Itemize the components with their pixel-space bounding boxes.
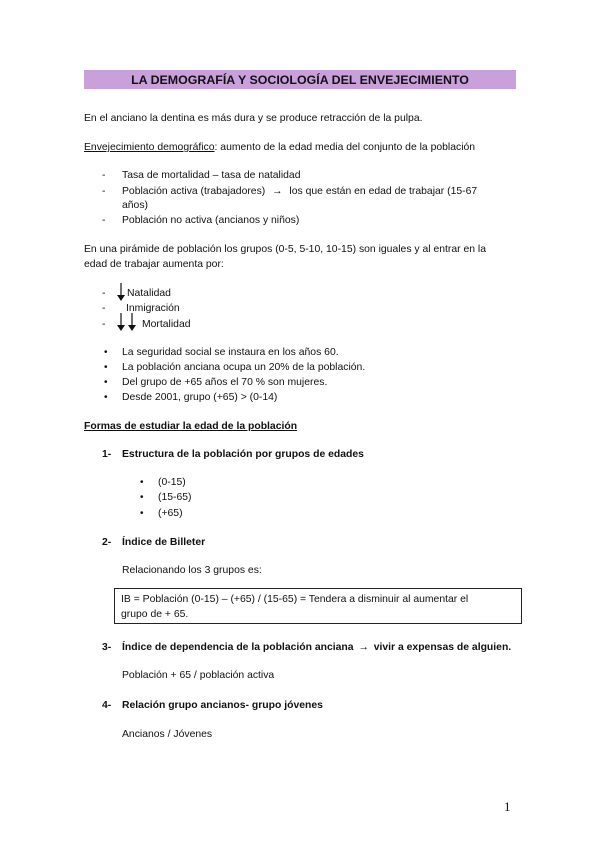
section-3-title-main: Índice de dependencia de la población anciana — [122, 642, 354, 653]
section-3-number: 3- — [102, 642, 112, 653]
piramide-item-natalidad: Natalidad — [127, 288, 171, 299]
age-group-3: (+65) — [158, 508, 183, 519]
piramide-item-inmigracion: Inmigración — [126, 303, 180, 314]
formula-line-2: grupo de + 65. — [121, 609, 189, 621]
section-4-number: 4- — [102, 700, 112, 711]
section-4-title: Relación grupo ancianos- grupo jóvenes — [122, 700, 323, 711]
bullet-marker: • — [104, 362, 108, 373]
double-down-arrow-icon — [116, 312, 138, 332]
section-2-title: Índice de Billeter — [122, 537, 206, 548]
dash-marker: - — [102, 170, 106, 181]
page-title: LA DEMOGRAFÍA Y SOCIOLOGÍA DEL ENVEJECIMIENTO — [131, 73, 469, 87]
dash-marker: - — [102, 303, 106, 314]
right-arrow-icon: → — [358, 642, 369, 653]
page-number: 1 — [504, 799, 511, 814]
envej-item-2-detail: los que están en edad de trabajar (15-67 — [289, 186, 478, 197]
bullet-item-2: La población anciana ocupa un 20% de la población. — [122, 362, 366, 373]
bullet-item-3: Del grupo de +65 años el 70 % son mujeres. — [122, 377, 328, 388]
dash-marker: - — [102, 288, 106, 299]
envej-definition-text: : aumento de la edad media del conjunto de la población — [214, 142, 476, 153]
envej-item-2-label: Población activa (trabajadores) — [122, 186, 266, 197]
bullet-item-4: Desde 2001, grupo (+65) > (0-14) — [122, 392, 278, 403]
piramide-line-1: En una pirámide de población los grupos (0-5, 5-10, 10-15) son iguales y al entrar en la — [84, 244, 487, 255]
bullet-marker: • — [140, 492, 144, 503]
right-arrow-icon: → — [272, 186, 283, 197]
dash-marker: - — [102, 215, 106, 226]
piramide-item-mortalidad: Mortalidad — [142, 319, 191, 330]
bullet-marker: • — [104, 377, 108, 388]
envej-term: Envejecimiento demográfico — [84, 142, 215, 153]
bullet-marker: • — [104, 347, 108, 358]
section-1-title: Estructura de la población por grupos de edades — [122, 449, 364, 460]
bullet-marker: • — [140, 508, 144, 519]
envej-item-2-cont: años) — [122, 200, 148, 211]
envej-definition — [84, 141, 475, 155]
envej-item-3: Población no activa (ancianos y niños) — [122, 215, 300, 226]
section-3-text: Población + 65 / población activa — [122, 670, 275, 681]
age-group-1: (0-15) — [158, 477, 186, 488]
formula-line-1: IB = Población (0-15) – (+65) / (15-65) = Tendera a disminuir al aumentar el — [121, 594, 469, 605]
envej-item-2 — [122, 185, 522, 199]
section-2-number: 2- — [102, 537, 112, 548]
formula-box — [114, 588, 522, 624]
envej-item-1: Tasa de mortalidad – tasa de natalidad — [122, 170, 301, 181]
down-arrow-icon — [116, 282, 126, 302]
bullet-marker: • — [104, 392, 108, 403]
bullet-item-1: La seguridad social se instaura en los años 60. — [122, 347, 339, 358]
section-3-title-tail: vivir a expensas de alguien. — [373, 642, 512, 653]
formas-heading: Formas de estudiar la edad de la población — [84, 421, 298, 432]
bullet-marker: • — [140, 477, 144, 488]
section-1-number: 1- — [102, 449, 112, 460]
section-4-text: Ancianos / Jóvenes — [122, 729, 213, 740]
dash-marker: - — [102, 186, 106, 197]
intro-text: En el anciano la dentina es más dura y se produce retracción de la pulpa. — [84, 113, 423, 124]
dash-marker: - — [102, 319, 106, 330]
piramide-line-2: edad de trabajar aumenta por: — [84, 259, 224, 270]
section-2-lead: Relacionando los 3 grupos es: — [122, 565, 262, 576]
section-3-title — [122, 641, 511, 655]
age-group-2: (15-65) — [158, 492, 192, 503]
